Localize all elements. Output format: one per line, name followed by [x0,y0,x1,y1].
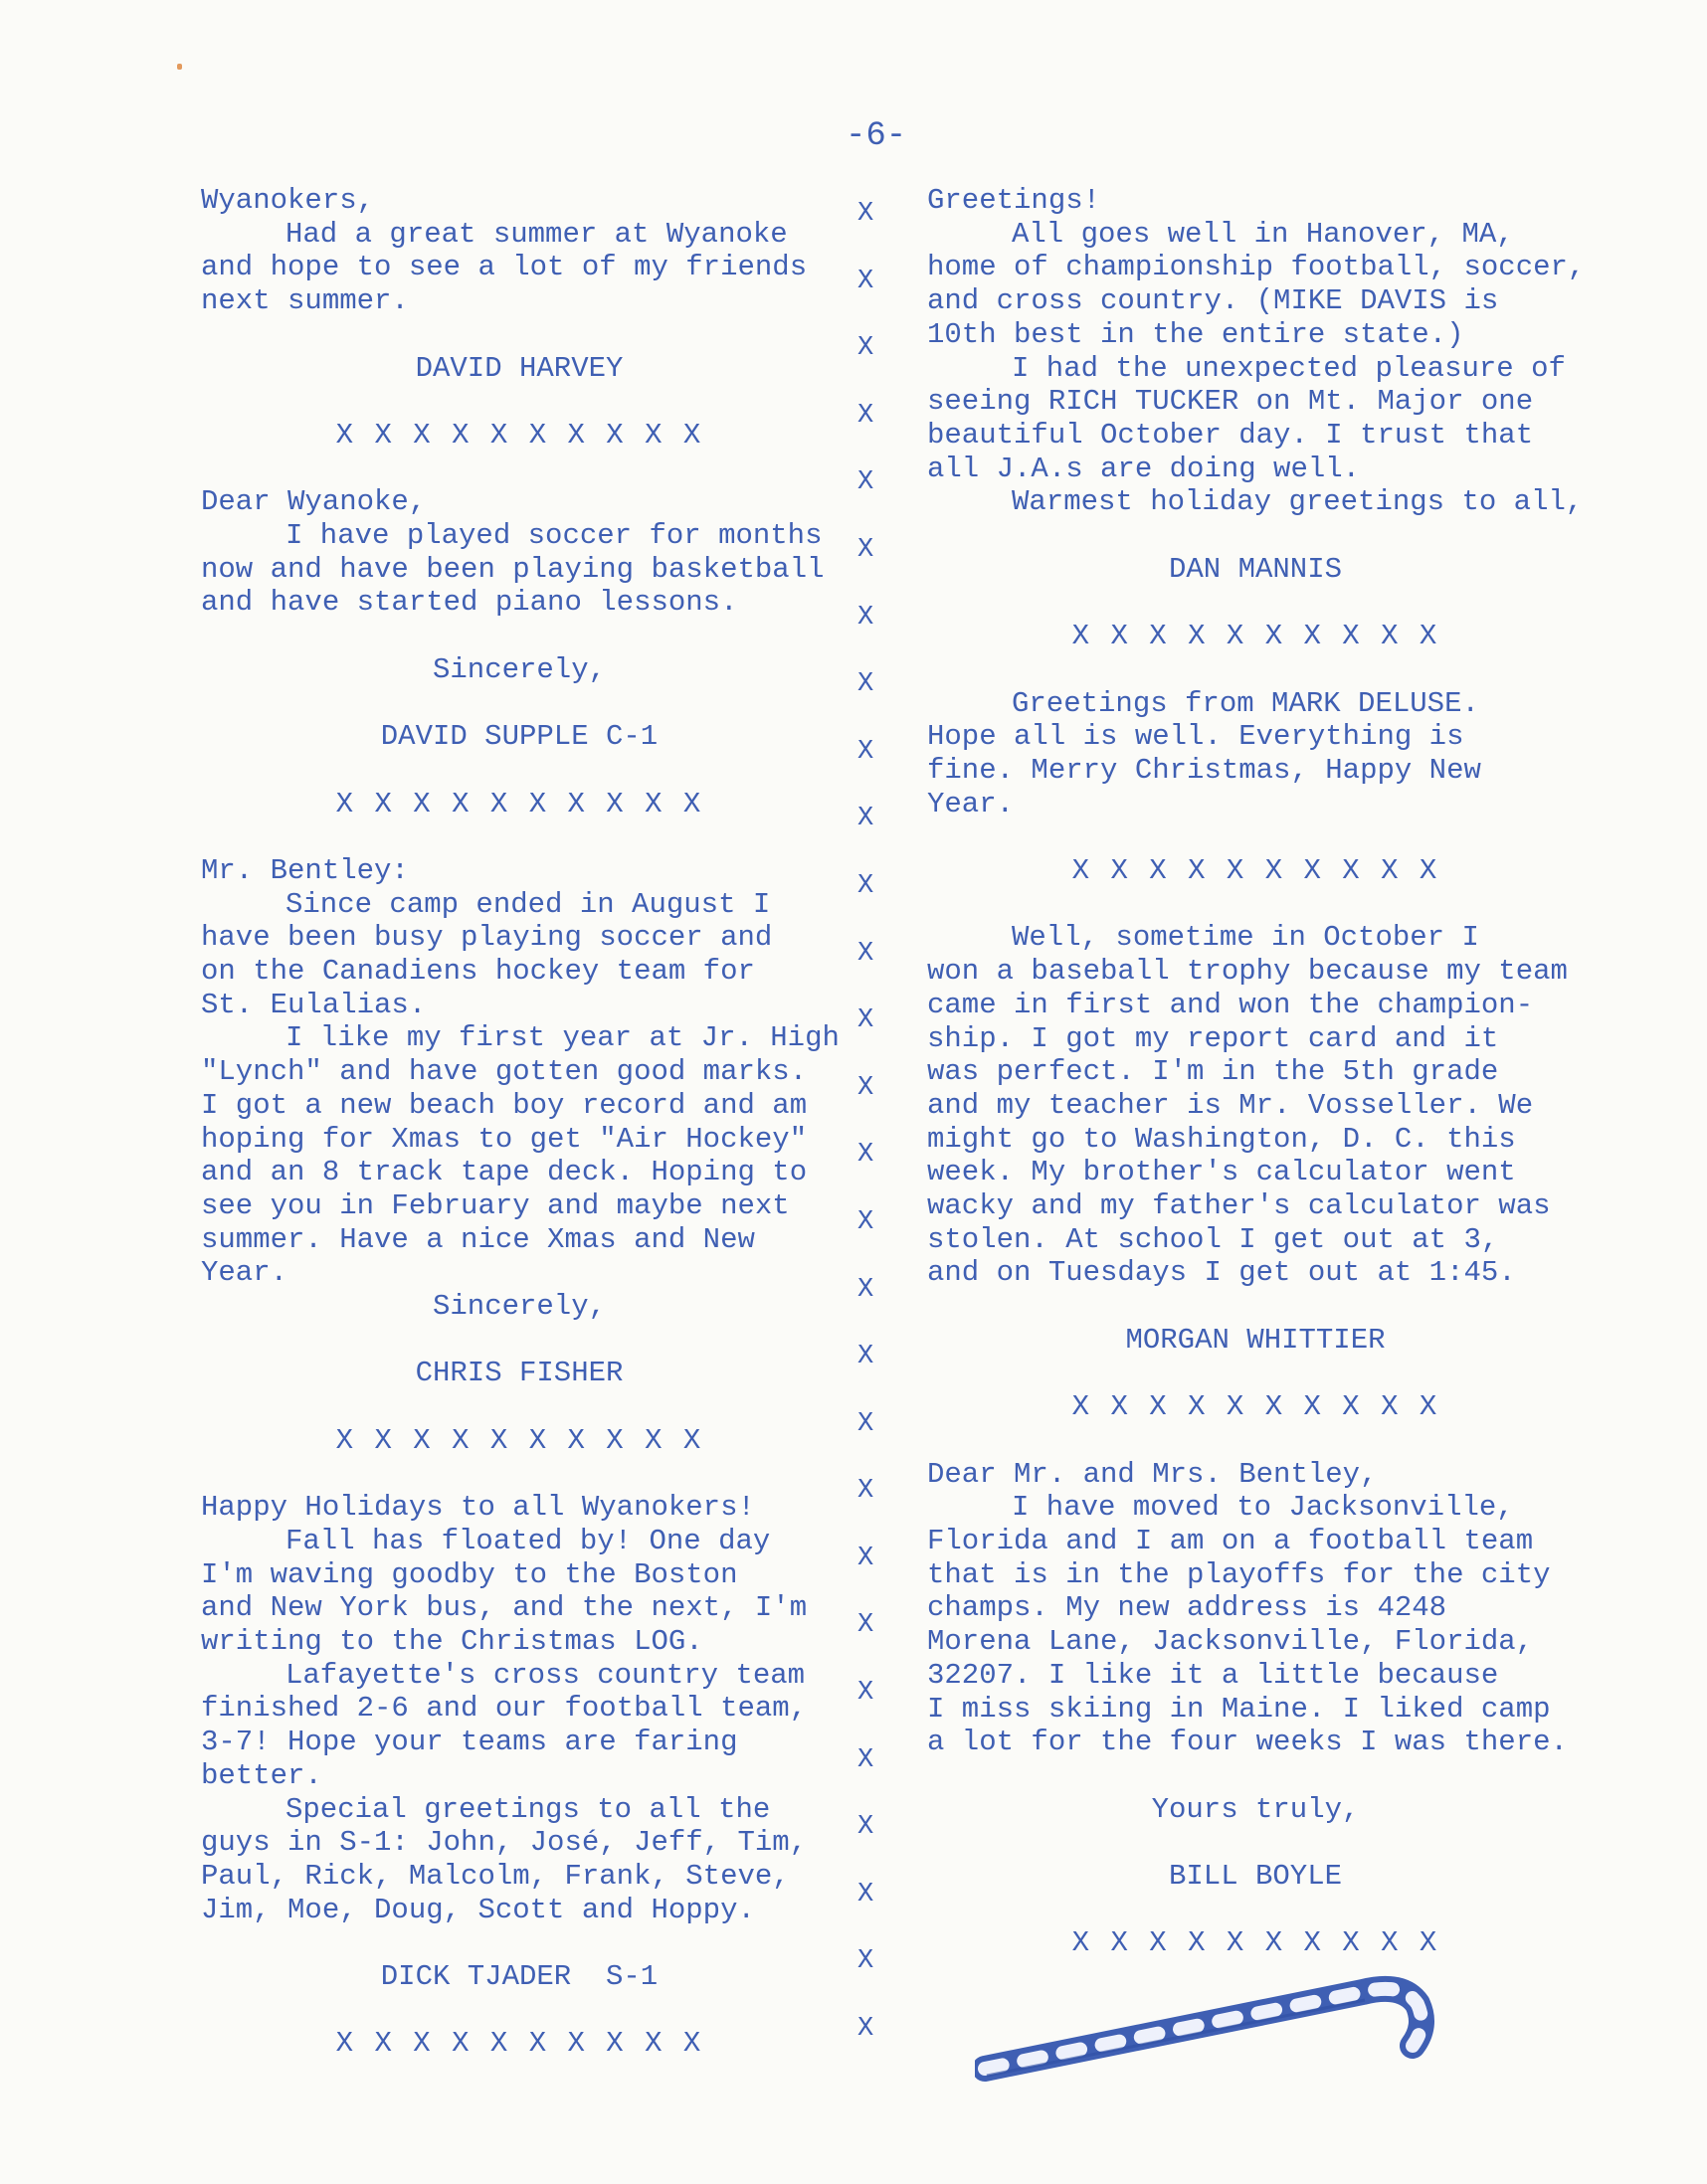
letter-signature: DAVID HARVEY [415,351,624,385]
letter-closing: Sincerely, [432,1290,607,1324]
letter-line: came in first and won the champion- [927,988,1534,1021]
letter-line: Jim, Moe, Doug, Scott and Hoppy. [201,1893,755,1926]
divider-x: X [857,1072,874,1103]
letter-signature: DAVID SUPPLE C-1 [380,720,659,754]
letter-greeting: Dear Wyanoke, [201,485,427,519]
letter-greeting: Dear Mr. and Mrs. Bentley, [927,1457,1378,1491]
letter-line: I have moved to Jacksonville, [1012,1491,1514,1525]
letter-signature: DAN MANNIS [1168,552,1343,586]
letter-line: I miss skiing in Maine. I liked camp [927,1692,1551,1726]
letter-line: and have started piano lessons. [201,586,738,620]
divider-x: X [857,1744,874,1775]
letter-line: week. My brother's calculator went [927,1156,1516,1189]
divider-x: X [857,1610,874,1641]
letter-line: seeing RICH TUCKER on Mt. Major one [927,385,1534,419]
x-separator: X X X X X X X X X X [335,1423,703,1457]
letter-signature: DICK TJADER S-1 [380,1960,659,1994]
letter-line: and an 8 track tape deck. Hoping to [201,1156,808,1189]
letter-line: Paul, Rick, Malcolm, Frank, Steve, [201,1860,790,1893]
divider-x: X [857,534,874,565]
x-separator: X X X X X X X X X X [335,418,703,452]
divider-x: X [857,1206,874,1237]
divider-x: X [857,1678,874,1709]
candy-cane-icon [975,1964,1452,2084]
letter-signature: MORGAN WHITTIER [1125,1323,1386,1357]
divider-x: X [857,2014,874,2045]
divider-x: X [857,400,874,431]
letter-line: beautiful October day. I trust that [927,418,1534,452]
letter-greeting: Mr. Bentley: [201,853,409,887]
letter-line: stolen. At school I get out at 3, [927,1222,1499,1256]
letter-line: Special greetings to all the [285,1792,771,1826]
divider-x: X [857,736,874,767]
x-separator: X X X X X X X X X X [1071,854,1439,887]
letter-line: I like my first year at Jr. High [285,1021,840,1055]
letter-line: finished 2-6 and our football team, [201,1692,808,1726]
right-column [927,184,1584,1960]
divider-x: X [857,1140,874,1171]
letter-line: Year. [927,787,1015,820]
letter-line: I have played soccer for months [285,518,823,552]
letter-line: "Lynch" and have gotten good marks. [201,1055,808,1089]
letter-line: might go to Washington, D. C. this [927,1122,1516,1156]
divider-x: X [857,199,874,229]
letter-line: I had the unexpected pleasure of [1012,351,1566,385]
divider-x: X [857,1274,874,1305]
letter-line: Morena Lane, Jacksonville, Florida, [927,1625,1534,1659]
letter-line: Warmest holiday greetings to all, [1012,485,1584,519]
divider-x: X [857,938,874,969]
letter-line: and my teacher is Mr. Vosseller. We [927,1088,1534,1122]
page-number: -6- [846,117,907,155]
letter-line: Florida and I am on a football team [927,1525,1534,1557]
letter-line: guys in S-1: John, José, Jeff, Tim, [201,1826,808,1860]
letter-line: wacky and my father's calculator was [927,1189,1551,1223]
letter-line: Lafayette's cross country team [285,1658,806,1692]
letter-line: won a baseball trophy because my team [927,955,1568,989]
letter-line: have been busy playing soccer and [201,921,773,955]
divider-x: X [857,1543,874,1573]
divider-x: X [857,669,874,700]
letter-line: I'm waving goodby to the Boston [201,1557,738,1591]
letter-greeting: Wyanokers, [201,184,375,217]
divider-x: X [857,870,874,901]
letter-line: that is in the playoffs for the city [927,1557,1551,1591]
divider-x: X [857,1342,874,1372]
letter-line: I got a new beach boy record and am [201,1088,808,1122]
divider-x: X [857,1812,874,1843]
divider-x: X [857,1476,874,1507]
letter-line: all J.A.s are doing well. [927,452,1361,485]
letter-closing: Yours truly, [1151,1792,1360,1826]
letter-line: Hope all is well. Everything is [927,720,1464,754]
letter-closing: Sincerely, [432,652,607,686]
letter-line: and cross country. (MIKE DAVIS is [927,284,1499,318]
divider-x: X [857,333,874,364]
divider-x: X [857,1408,874,1439]
letter-line: fine. Merry Christmas, Happy New [927,753,1481,787]
ink-speck [177,64,182,70]
letter-line: Fall has floated by! One day [285,1524,771,1557]
x-separator: X X X X X X X X X X [335,2027,703,2061]
letter-line: hoping for Xmas to get "Air Hockey" [201,1122,808,1156]
letter-line: now and have been playing basketball [201,552,825,586]
letter-line: next summer. [201,284,409,318]
letter-line: better. [201,1758,322,1792]
letter-line: writing to the Christmas LOG. [201,1625,703,1659]
letter-line: 32207. I like it a little because [927,1658,1499,1692]
x-separator: X X X X X X X X X X [1071,620,1439,653]
letter-line: and hope to see a lot of my friends [201,251,808,284]
letter-line: Greetings from MARK DELUSE. [1012,686,1479,720]
letter-line: and New York bus, and the next, I'm [201,1591,808,1625]
divider-x: X [857,602,874,633]
letter-signature: BILL BOYLE [1168,1860,1343,1893]
divider-x: X [857,1005,874,1036]
divider-x: X [857,266,874,296]
x-separator: X X X X X X X X X X [1071,1926,1439,1960]
divider-x: X [857,804,874,834]
letter-line: home of championship football, soccer, [927,251,1586,284]
letter-line: All goes well in Hanover, MA, [1012,217,1514,251]
letter-signature: CHRIS FISHER [415,1357,624,1390]
letter-line: on the Canadiens hockey team for [201,955,755,989]
x-column-divider [857,199,881,2082]
letter-line: Had a great summer at Wyanoke [285,217,788,251]
letter-line: a lot for the four weeks I was there. [927,1726,1568,1759]
divider-x: X [857,467,874,498]
letter-line: champs. My new address is 4248 [927,1591,1447,1625]
x-separator: X X X X X X X X X X [335,787,703,820]
letter-line: Since camp ended in August I [285,887,771,921]
letter-line: summer. Have a nice Xmas and New [201,1222,755,1256]
letter-line: and on Tuesdays I get out at 1:45. [927,1256,1516,1290]
letter-line: 3-7! Hope your teams are faring [201,1726,738,1759]
letter-greeting: Greetings! [927,184,1101,217]
divider-x: X [857,1946,874,1977]
letter-greeting: Happy Holidays to all Wyanokers! [201,1491,755,1525]
letter-line: see you in February and maybe next [201,1188,790,1222]
letter-line: ship. I got my report card and it [927,1021,1499,1055]
letter-line: Year. [201,1256,288,1290]
x-separator: X X X X X X X X X X [1071,1390,1439,1424]
letter-line: Well, sometime in October I [1012,921,1479,955]
letter-line: St. Eulalias. [201,988,427,1021]
letter-line: was perfect. I'm in the 5th grade [927,1055,1499,1089]
divider-x: X [857,1879,874,1910]
letter-line: 10th best in the entire state.) [927,317,1464,351]
left-column [201,184,838,2061]
